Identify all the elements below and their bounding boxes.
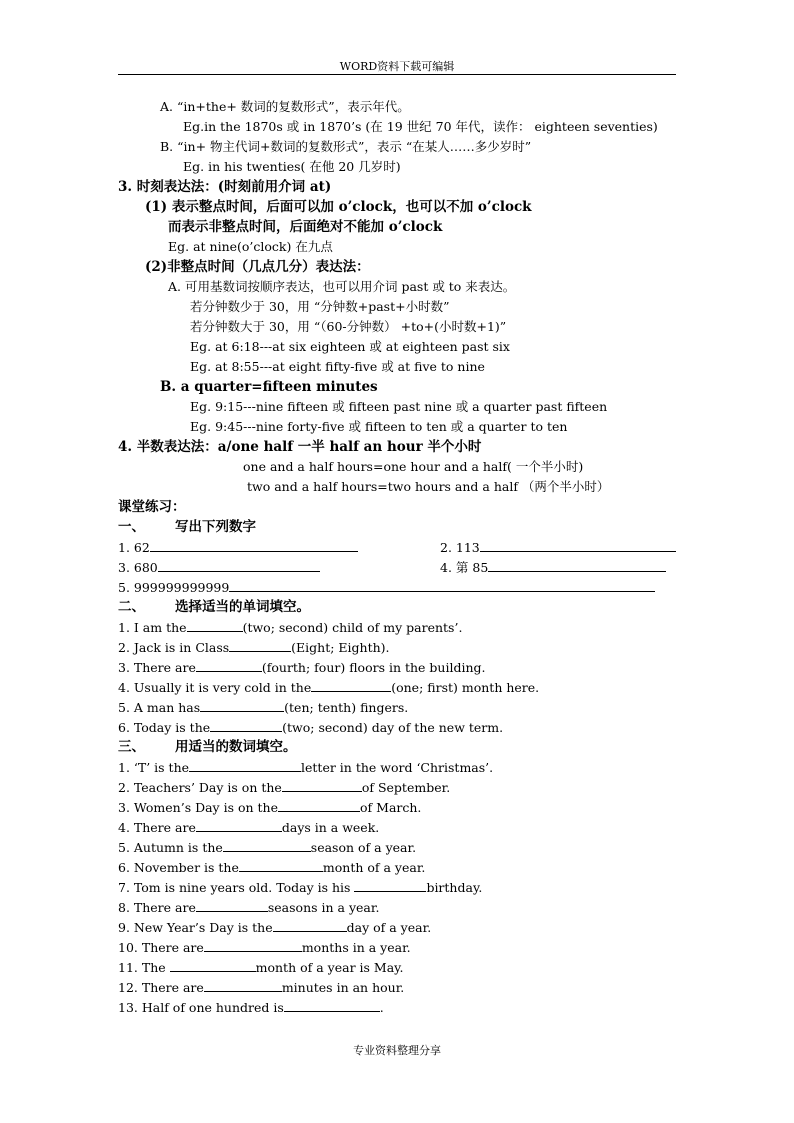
page-header: WORD资料下载可编辑: [339, 60, 455, 73]
exercise-1-q5: [118, 578, 655, 597]
q3-label: 3. 680: [118, 560, 158, 575]
answer-blank[interactable]: [239, 858, 323, 872]
question-tail: minutes in an hour.: [281, 980, 405, 995]
section-3-2b: B. a quarter=fifteen minutes: [160, 379, 378, 395]
q4-label: 4. 第 85: [440, 560, 489, 575]
exercise-3-question: [118, 838, 416, 857]
answer-blank[interactable]: [273, 918, 347, 932]
note-b-line: B. “in+ 物主代词+数词的复数形式”，表示 “在某人……多少岁时”: [160, 139, 532, 154]
note-a-example: Eg.in the 1870s 或 in 1870’s (在 19 世纪 70 年代，读作： eighteen seventies): [183, 119, 658, 134]
question-tail: (fourth; four) floors in the building.: [261, 660, 486, 675]
section-3-1b: 而表示非整点时间，后面绝对不能加 o’clock: [168, 219, 443, 235]
exercise-3-question: [118, 898, 379, 917]
answer-blank[interactable]: [204, 978, 282, 992]
exercise-2-question: [118, 638, 390, 657]
question-tail: letter in the word ‘Christmas’.: [301, 760, 494, 775]
section-3-2b-example2: Eg. 9:45---nine forty-five 或 fifteen to ten 或 a quarter to ten: [190, 419, 568, 434]
answer-blank[interactable]: [204, 938, 302, 952]
answer-blank[interactable]: [488, 558, 666, 572]
note-b-example: Eg. in his twenties( 在他 20 几岁时): [183, 159, 401, 174]
question-text: 5. Autumn is the: [118, 840, 223, 855]
answer-blank[interactable]: [282, 778, 362, 792]
exercise-3-question: [118, 978, 404, 997]
exercise-3-question: [118, 758, 493, 777]
exercise-2-heading: [118, 598, 310, 616]
exercise-2-question: [118, 718, 503, 737]
answer-blank[interactable]: [196, 818, 282, 832]
question-text: 3. There are: [118, 660, 196, 675]
answer-blank[interactable]: [196, 898, 268, 912]
section-3-1-example: Eg. at nine(o’clock) 在九点: [168, 239, 333, 254]
answer-blank[interactable]: [200, 698, 284, 712]
exercise-3-question: [118, 818, 379, 837]
question-text: 11. The: [118, 960, 170, 975]
question-tail: .: [379, 1000, 384, 1015]
exercise-3-number: 三、: [118, 739, 145, 755]
section-3-2a-rule2: 若分钟数大于 30，用 “（60-分钟数） +to+(小时数+1)”: [190, 319, 507, 334]
answer-blank[interactable]: [223, 838, 311, 852]
answer-blank[interactable]: [158, 558, 320, 572]
exercise-1-q4: [440, 558, 666, 577]
answer-blank[interactable]: [480, 538, 676, 552]
question-tail: (two; second) child of my parents’.: [242, 620, 463, 635]
question-tail: days in a week.: [281, 820, 380, 835]
exercise-3-question: [118, 998, 384, 1017]
exercise-3-title: 用适当的数词填空。: [175, 739, 297, 755]
answer-blank[interactable]: [229, 578, 655, 592]
answer-blank[interactable]: [210, 718, 282, 732]
question-text: 1. I am the: [118, 620, 187, 635]
question-tail: (two; second) day of the new term.: [282, 720, 504, 735]
q1-label: 1. 62: [118, 540, 150, 555]
exercise-3-question: [118, 858, 425, 877]
section-3-2a-rule1: 若分钟数少于 30，用 “分钟数+past+小时数”: [190, 299, 450, 314]
exercise-1-heading: [118, 518, 256, 536]
exercise-2-question: [118, 678, 539, 697]
exercise-3-question: [118, 798, 421, 817]
question-tail: birthday.: [426, 880, 483, 895]
question-text: 5. A man has: [118, 700, 201, 715]
answer-blank[interactable]: [278, 798, 360, 812]
question-text: 3. Women’s Day is on the: [118, 800, 279, 815]
answer-blank[interactable]: [187, 618, 243, 632]
exercise-3-question: [118, 918, 431, 937]
question-text: 2. Jack is in Class: [118, 640, 230, 655]
answer-blank[interactable]: [229, 638, 291, 652]
answer-blank[interactable]: [196, 658, 262, 672]
section-3-2a-example1: Eg. at 6:18---at six eighteen 或 at eighteen past six: [190, 339, 510, 354]
exercise-3-question: [118, 938, 411, 957]
question-tail: (one; first) month here.: [391, 680, 540, 695]
answer-blank[interactable]: [311, 678, 391, 692]
section-4-line2: two and a half hours=two hours and a half （两个半小时）: [247, 479, 610, 494]
question-tail: season of a year.: [310, 840, 417, 855]
section-3-2b-example1: Eg. 9:15---nine fifteen 或 fifteen past nine 或 a quarter past fifteen: [190, 399, 608, 414]
header-rule: [118, 74, 676, 75]
question-text: 4. There are: [118, 820, 196, 835]
exercise-2-number: 二、: [118, 599, 145, 615]
question-tail: (Eight; Eighth).: [291, 640, 390, 655]
exercise-3-question: [118, 778, 450, 797]
question-tail: month of a year.: [322, 860, 426, 875]
question-text: 7. Tom is nine years old. Today is his: [118, 880, 355, 895]
section-3-1a: (1) 表示整点时间，后面可以加 o’clock，也可以不加 o’clock: [145, 199, 532, 215]
question-tail: day of a year.: [346, 920, 432, 935]
exercise-1-q3: [118, 558, 320, 577]
question-text: 8. There are: [118, 900, 196, 915]
question-text: 1. ‘T’ is the: [118, 760, 190, 775]
question-text: 13. Half of one hundred is: [118, 1000, 284, 1015]
exercise-3-heading: [118, 738, 297, 756]
exercise-2-question: [118, 658, 486, 677]
answer-blank[interactable]: [150, 538, 358, 552]
question-tail: months in a year.: [301, 940, 411, 955]
question-tail: of September.: [361, 780, 451, 795]
exercise-2-question: [118, 618, 462, 637]
question-text: 2. Teachers’ Day is on the: [118, 780, 282, 795]
question-text: 9. New Year’s Day is the: [118, 920, 273, 935]
page-footer: 专业资料整理分享: [353, 1044, 441, 1057]
question-tail: month of a year is May.: [255, 960, 404, 975]
exercise-1-number: 一、: [118, 519, 145, 535]
note-a-line: A. “in+the+ 数词的复数形式”，表示年代。: [160, 99, 410, 114]
exercise-3-question: [118, 958, 404, 977]
section-3-2-title: (2)非整点时间（几点几分）表达法：: [145, 259, 370, 275]
exercise-1-q1: [118, 538, 358, 557]
section-3-title: 3. 时刻表达法：(时刻前用介词 at): [118, 179, 332, 195]
exercise-2-title: 选择适当的单词填空。: [175, 599, 310, 615]
question-text: 12. There are: [118, 980, 204, 995]
answer-blank[interactable]: [284, 998, 380, 1012]
answer-blank[interactable]: [189, 758, 301, 772]
answer-blank[interactable]: [354, 878, 426, 892]
practice-title: 课堂练习：: [118, 499, 186, 515]
question-tail: (ten; tenth) fingers.: [284, 700, 409, 715]
exercise-2-question: [118, 698, 408, 717]
question-text: 10. There are: [118, 940, 204, 955]
answer-blank[interactable]: [170, 958, 256, 972]
section-3-2a-example2: Eg. at 8:55---at eight fifty-five 或 at five to nine: [190, 359, 485, 374]
section-4-line1: one and a half hours=one hour and a half( 一个半小时): [243, 459, 584, 474]
exercise-1-q2: [440, 538, 676, 557]
exercise-3-question: [118, 878, 482, 897]
question-text: 6. Today is the: [118, 720, 211, 735]
exercise-1-title: 写出下列数字: [175, 519, 256, 535]
question-tail: seasons in a year.: [267, 900, 380, 915]
section-3-2a: A. 可用基数词按顺序表达，也可以用介词 past 或 to 来表达。: [168, 279, 516, 294]
question-text: 6. November is the: [118, 860, 239, 875]
section-4-title: 4. 半数表达法：a/one half 一半 half an hour 半个小时: [118, 439, 482, 455]
question-tail: of March.: [360, 800, 422, 815]
q2-label: 2. 113: [440, 540, 480, 555]
question-text: 4. Usually it is very cold in the: [118, 680, 312, 695]
q5-label: 5. 999999999999: [118, 580, 230, 595]
